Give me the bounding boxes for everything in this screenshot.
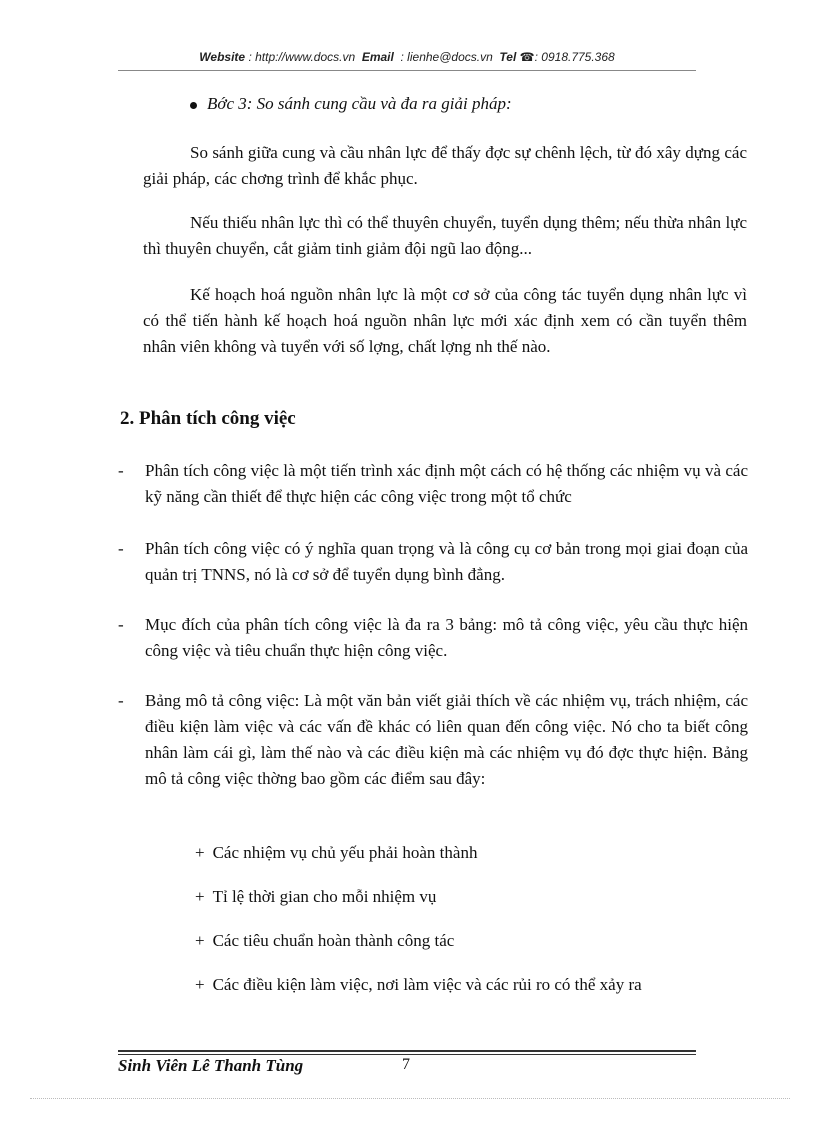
paragraph-2: Nếu thiếu nhân lực thì có thể thuyên chuyển, tuyển dụng thêm; nếu thừa nhân lực thì thuyên chuyển, cắt giảm tinh giảm đội ngũ lao động... xyxy=(143,213,747,258)
list-item xyxy=(118,688,748,792)
dash-marker: - xyxy=(118,461,124,480)
email-value[interactable]: : lienhe@docs.vn xyxy=(400,50,493,64)
sub-list-item-text: Tỉ lệ thời gian cho mỗi nhiệm vụ xyxy=(212,887,437,906)
dash-marker: - xyxy=(118,539,124,558)
sub-list-item-text: Các nhiệm vụ chủ yếu phải hoàn thành xyxy=(212,843,478,862)
list-item xyxy=(118,536,748,588)
sub-list-item xyxy=(195,887,436,907)
page-number: 7 xyxy=(402,1056,410,1073)
sub-list-item xyxy=(195,975,642,995)
header-rule xyxy=(118,70,696,71)
page-header xyxy=(118,50,696,64)
plus-marker: + xyxy=(195,843,205,862)
email-label: Email xyxy=(361,50,394,64)
bullet-icon xyxy=(190,102,197,109)
section-heading: 2. Phân tích công việc xyxy=(120,408,296,429)
list-item xyxy=(118,458,748,510)
footer-author: Sinh Viên Lê Thanh Tùng xyxy=(118,1056,304,1075)
sub-list-item-text: Các điều kiện làm việc, nơi làm việc và các rủi ro có thể xảy ra xyxy=(212,975,642,994)
plus-marker: + xyxy=(195,887,205,906)
dash-marker: - xyxy=(118,615,124,634)
footer-rule-thin xyxy=(118,1054,696,1055)
plus-marker: + xyxy=(195,931,205,950)
sub-list-item-text: Các tiêu chuẩn hoàn thành công tác xyxy=(212,931,455,950)
list-item-text: Phân tích công việc là một tiến trình xác định một cách có hệ thống các nhiệm vụ và các kỹ năng cần thiết để thực hiện các công việc trong một tổ chức xyxy=(145,461,748,506)
list-item-text: Phân tích công việc có ý nghĩa quan trọng và là công cụ cơ bản trong mọi giai đoạn của quản trị TNNS, nó là cơ sở để tuyển dụng bình đẳng. xyxy=(145,539,748,584)
list-item xyxy=(118,612,748,664)
list-item-text: Bảng mô tả công việc: Là một văn bản viết giải thích về các nhiệm vụ, trách nhiệm, các điều kiện làm việc và các vấn đề khác có liên quan đến công việc. Nó cho ta biết công nhân làm cái gì, làm thế nào và các điều kiện mà các nhiệm vụ đó đợc thực hiện. Bảng mô tả công việc thờng bao gồm các điểm sau đây: xyxy=(145,691,748,788)
step3-bullet xyxy=(190,94,512,114)
paragraph-3: Kế hoạch hoá nguồn nhân lực là một cơ sở của công tác tuyển dụng nhân lực vì có thể tiến hành kế hoạch hoá nguồn nhân lực mới xác định xem có cần tuyển thêm nhân viên không và tuyển với số lợng, chất lợng nh thế nào. xyxy=(143,285,747,356)
tel-value: : 0918.775.368 xyxy=(534,50,615,64)
paragraph-1: So sánh giữa cung và cầu nhân lực để thấy đợc sự chênh lệch, từ đó xây dựng các giải pháp, các chơng trình để khắc phục. xyxy=(143,143,747,188)
sub-list-item xyxy=(195,843,477,863)
page-edge-dots xyxy=(30,1098,790,1099)
plus-marker: + xyxy=(195,975,205,994)
website-value[interactable]: : http://www.docs.vn xyxy=(248,50,356,64)
footer-rule xyxy=(118,1050,696,1052)
list-item-text: Mục đích của phân tích công việc là đa ra 3 bảng: mô tả công việc, yêu cầu thực hiện công việc và tiêu chuẩn thực hiện công việc. xyxy=(145,615,748,660)
website-label: Website xyxy=(199,50,246,64)
phone-icon: ☎ xyxy=(519,50,535,64)
tel-label: Tel xyxy=(499,50,517,64)
step3-title: Bớc 3: So sánh cung cầu và đa ra giải pháp: xyxy=(207,94,512,113)
dash-marker: - xyxy=(118,691,124,710)
sub-list-item xyxy=(195,931,454,951)
